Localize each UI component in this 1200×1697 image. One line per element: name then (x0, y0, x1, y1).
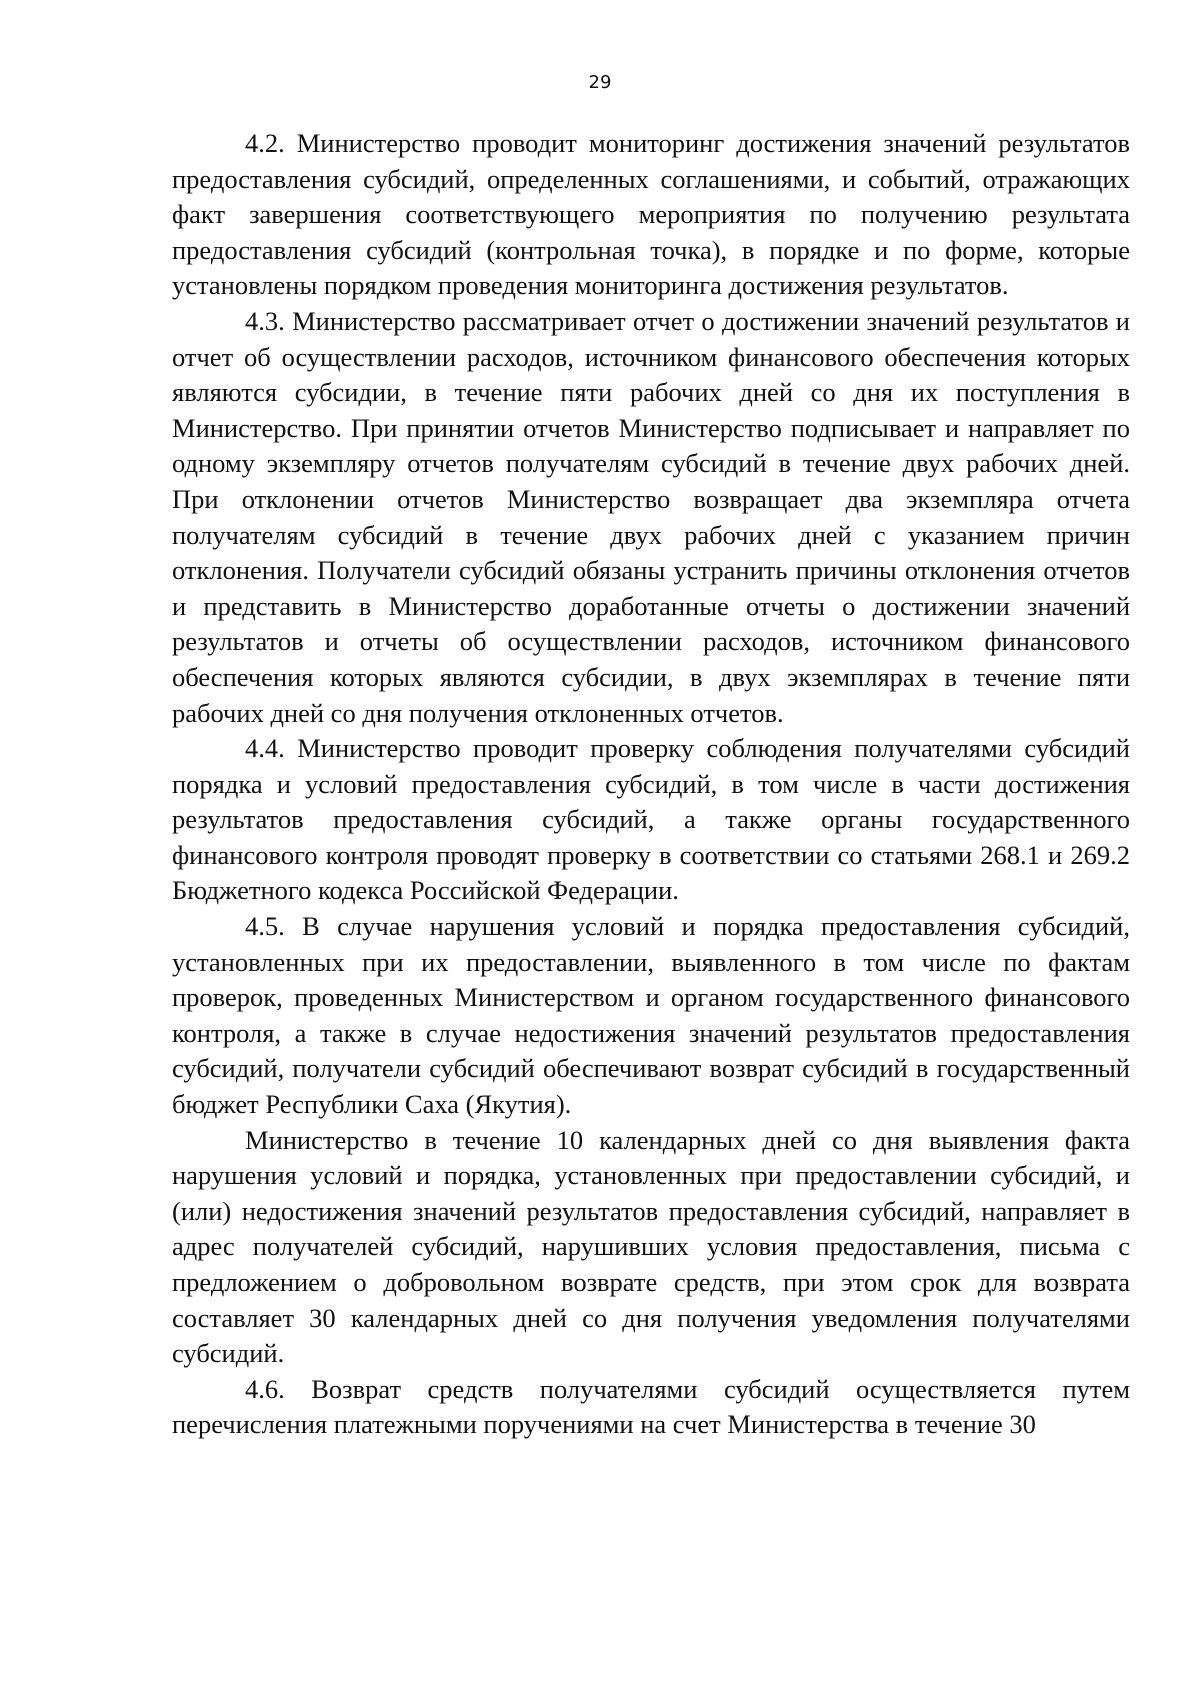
document-body (172, 126, 1130, 1443)
page-number: 29 (588, 72, 612, 93)
paragraph-4-2: 4.2. Министерство проводит мониторинг достижения значений результатов предоставления субсидий, определенных соглашениями, и событий, отражающих факт завершения соответствующего мероприятия по получению результата предоставления субсидий (контрольная точка), в порядке и по форме, которые установлены порядком проведения мониторинга достижения результатов. (172, 128, 1130, 301)
paragraph-4-4: 4.4. Министерство проводит проверку соблюдения получателями субсидий порядка и условий предоставления субсидий, в том числе в части достижения результатов предоставления субсидий, а также органы государственного финансового контроля проводят проверку в соответствии со статьями 268.1 и 269.2 Бюджетного кодекса Российской Федерации. (172, 733, 1130, 906)
paragraph-4-5-continuation: Министерство в течение 10 календарных дней со дня выявления факта нарушения условий и порядка, установленных при предоставлении субсидий, и (или) недостижения значений результатов предоставления субсидий, направляет в адрес получателей субсидий, нарушивших условия предоставления, письма с предложением о добровольном возврате средств, при этом срок для возврата составляет 30 календарных дней со дня получения уведомления получателями субсидий. (172, 1124, 1130, 1369)
paragraph-4-5: 4.5. В случае нарушения условий и порядка предоставления субсидий, установленных при их предоставлении, выявленного в том числе по фактам проверок, проведенных Министерством и органом государственного финансового контроля, а также в случае недостижения значений результатов предоставления субсидий, получатели субсидий обеспечивают возврат субсидий в государственный бюджет Республики Саха (Якутия). (172, 911, 1130, 1120)
paragraph-4-6: 4.6. Возврат средств получателями субсидий осуществляется путем перечисления платежными поручениями на счет Министерства в течение 30 (172, 1373, 1130, 1440)
paragraph-4-3: 4.3. Министерство рассматривает отчет о достижении значений результатов и отчет об осуществлении расходов, источником финансового обеспечения которых являются субсидии, в течение пяти рабочих дней со дня их поступления в Министерство. При принятии отчетов Министерство подписывает и направляет по одному экземпляру отчетов получателям субсидий в течение двух рабочих дней. При отклонении отчетов Министерство возвращает два экземпляра отчета получателям субсидий в течение двух рабочих дней с указанием причин отклонения. Получатели субсидий обязаны устранить причины отклонения отчетов и представить в Министерство доработанные отчеты о достижении значений результатов и отчеты об осуществлении расходов, источником финансового обеспечения которых являются субсидии, в двух экземплярах в течение пяти рабочих дней со дня получения отклоненных отчетов. (172, 305, 1130, 728)
